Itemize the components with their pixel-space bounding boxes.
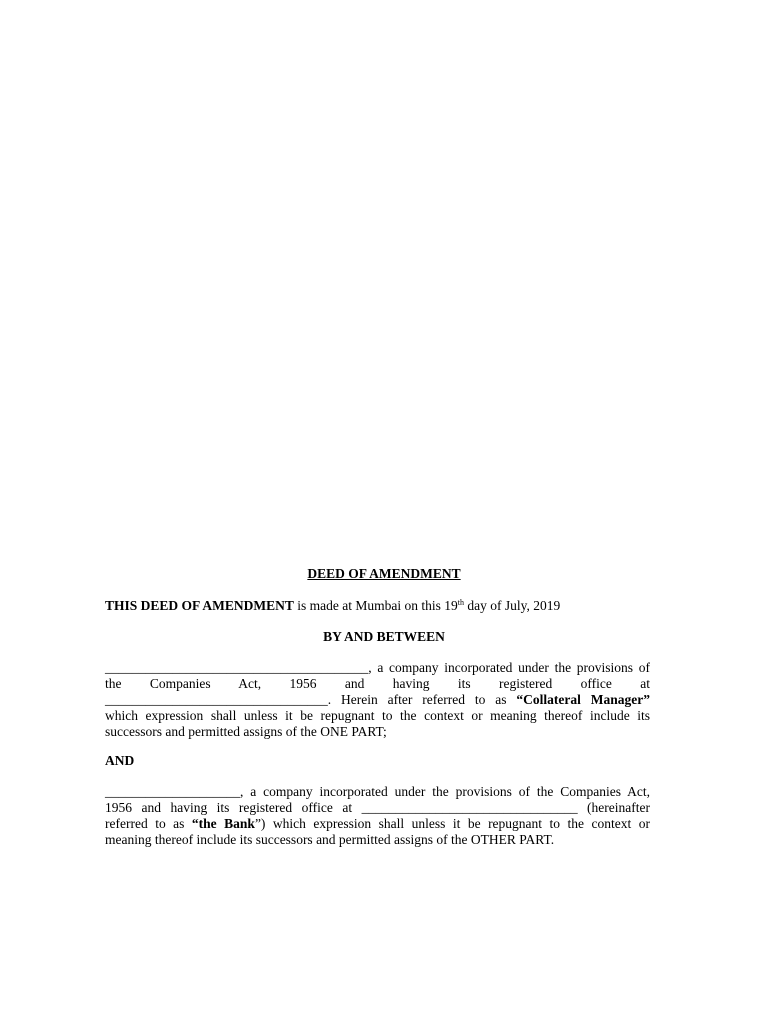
party2-line-2: 1956 and having its registered office at ________________________________ (hereinafter: [105, 800, 651, 815]
blank-line: _________________________________: [105, 692, 328, 707]
blank-line: ____________________: [105, 784, 240, 799]
intro-text: is made at Mumbai on this 19: [293, 598, 458, 613]
and-label: AND: [105, 753, 135, 768]
intro-sup: th: [457, 598, 464, 607]
document-title: DEED OF AMENDMENT: [307, 566, 461, 581]
collateral-manager-term: “Collateral Manager”: [516, 692, 650, 707]
party1-line-3: _________________________________. Herein after referred to as “Collateral Manager”: [105, 692, 650, 707]
blank-line: ________________________________: [361, 800, 578, 815]
the-bank-term: “the Bank: [191, 816, 255, 831]
by-and-between-heading: BY AND BETWEEN: [323, 629, 445, 644]
blank-line: _______________________________________: [105, 660, 369, 675]
party2-line-1: ____________________, a company incorporated under the provisions of the Companies Act,: [105, 784, 650, 799]
party1-line-2: the Companies Act, 1956 and having its registered office at: [105, 676, 650, 691]
party1-line-5: successors and permitted assigns of the ONE PART;: [105, 724, 387, 739]
intro-line: [105, 598, 650, 614]
party2-line-3: referred to as “the Bank”) which expression shall unless it be repugnant to the context or: [105, 816, 650, 831]
party1-line-1: _______________________________________, a company incorporated under the provisions of: [105, 660, 650, 675]
intro-date: day of July, 2019: [464, 598, 561, 613]
intro-bold: THIS DEED OF AMENDMENT: [105, 598, 294, 613]
party1-line-4: which expression shall unless it be repugnant to the context or meaning thereof include its: [105, 708, 650, 723]
party2-line-4: meaning thereof include its successors and permitted assigns of the OTHER PART.: [105, 832, 555, 847]
